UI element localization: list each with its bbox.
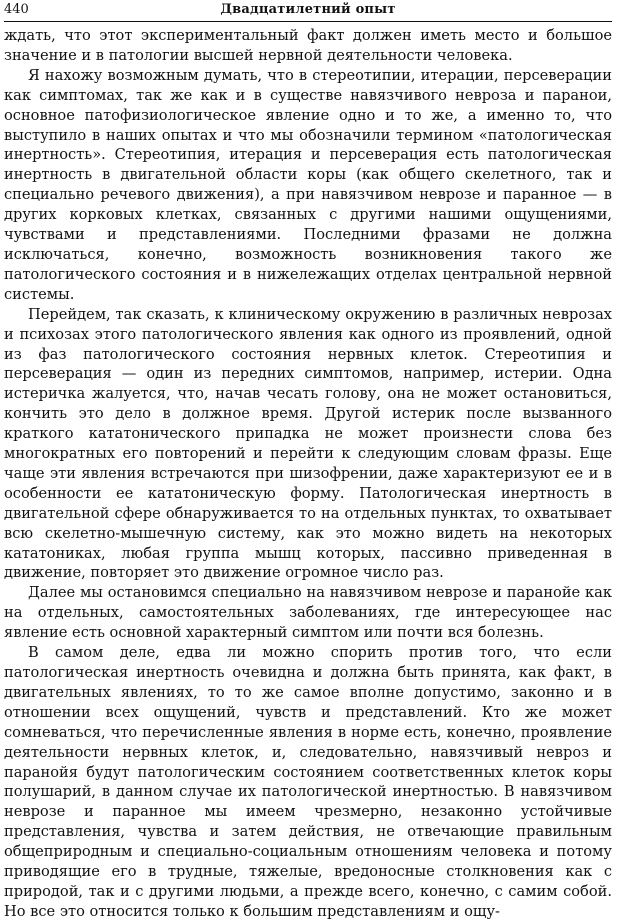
paragraph: Далее мы остановимся специально на навязчивом неврозе и паранойе как на отдельных, самостоятельных заболеваниях, где интересующее нас явление есть основной характерный симптом или почти вся болезнь. <box>4 584 612 642</box>
paragraph: Перейдем, так сказать, к клиническому окружению в различных неврозах и психозах этого патологического явления как одного из проявлений, одной из фаз патологического состояния нервных клеток. Стереотипия и персеверация — один из передних симптомов, например, истерии. Одна истеричка жалуется, что, начав чесать голову, она не может остановиться, кончить это дело в должное время. Другой истерик после вызванного краткого кататонического припадка не может произнести слова без многократных его повторений и перейти к следующим словам фразы. Еще чаще эти явления встречаются при шизофрении, даже характеризуют ее и в особенности ее кататоническую форму. Патологическая инертность в двигательной сфере обнаруживается то на отдельных пунктах, то охватывает всю скелетно-мышечную систему, как это можно видеть на некоторых кататониках, любая группа мышц которых, пассивно приведенная в движение, повторяет это движение огромное число раз. <box>4 305 612 582</box>
header-rule <box>4 21 612 22</box>
page-number: 440 <box>4 2 29 17</box>
running-head <box>4 0 612 20</box>
paragraph: Я нахожу возможным думать, что в стереотипии, итерации, персеверации как симптомах, так же как и в существе навязчивого невроза и паранои, основное патофизиологическое явление одно и то же, а именно то, что выступило в наших опытах и что мы обозначили термином «патологическая инертность». Стереотипия, итерация и персеверация есть патологическая инертность в двигательной области коры (как общего скелетного, так и специально речевого движения), а при навязчивом неврозе и паранное — в других корковых клетках, связанных с другими нашими ощущениями, чувствами и представлениями. Последними фразами не должна исключаться, конечно, возможность возникновения такого же патологического состояния и в нижележащих отделах центральной нервной системы. <box>4 66 612 303</box>
paragraph-continued: ждать, что этот экспериментальный факт должен иметь место и большое значение и в патологии высшей нервной деятельности человека. <box>4 27 612 64</box>
paragraph: В самом деле, едва ли можно спорить против того, что если патологическая инертность очевидна и должна быть принята, как факт, в двигательных явлениях, то то же самое вполне допустимо, законно и в отношении всех ощущений, чувств и представлений. Кто же может сомневаться, что перечисленные явления в норме есть, конечно, проявление деятельности нервных клеток, и, следовательно, навязчивый невроз и паранойя будут патологическим состоянием соответственных клеток коры полушарий, в данном случае их патологической инертностью. В навязчивом неврозе и паранное мы имеем чрезмерно, незаконно устойчивые представления, чувства и затем действия, не отвечающие правильным общеприродным и специально-социальным отношениям человека и потому приводящие его в трудные, тяжелые, вредоносные столкновения как с природой, так и с другими людьми, а прежде всего, конечно, с самим собой. Но все это относится только к большим представлениям и ощу- <box>4 644 612 920</box>
book-page <box>4 0 612 920</box>
running-title: Двадцатилетний опыт <box>220 2 396 17</box>
body-text <box>4 26 612 922</box>
